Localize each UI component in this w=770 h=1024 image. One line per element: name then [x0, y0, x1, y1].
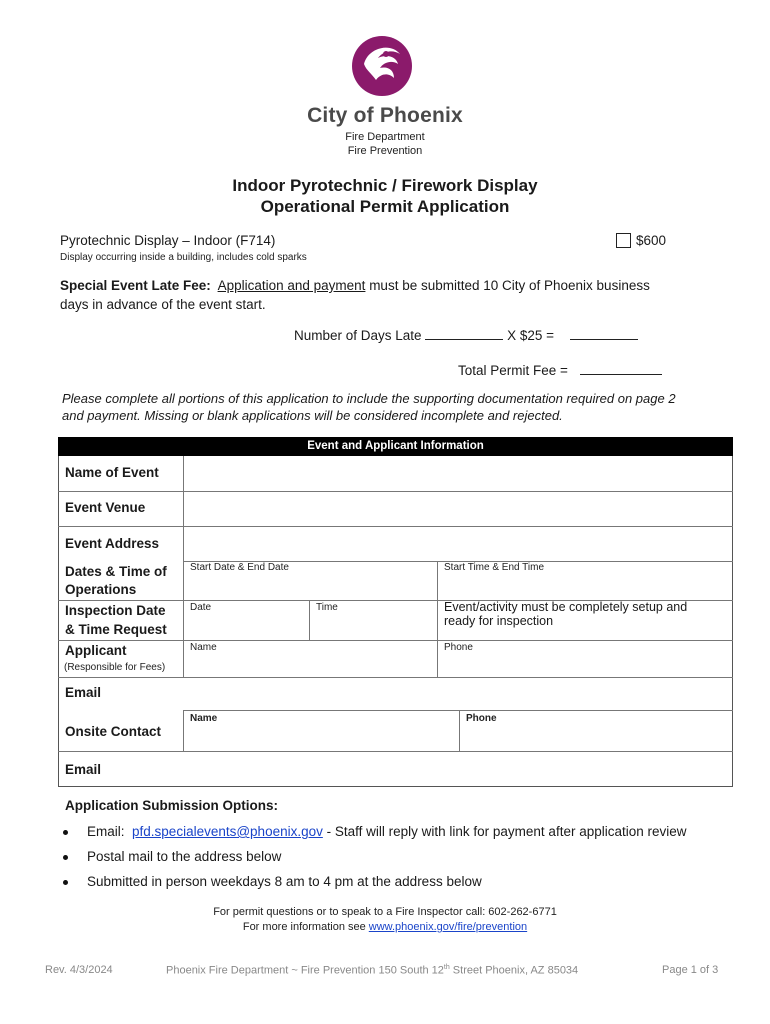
setup-note-line1: Event/activity must be completely setup and [444, 600, 688, 614]
onsite-email-label: Email [65, 762, 102, 777]
days-late-row [294, 328, 638, 343]
applicant-phone-field[interactable] [438, 654, 732, 676]
submission-email-link[interactable]: pfd.specialevents@phoenix.gov [132, 824, 323, 839]
inspection-label-2: & Time Request [65, 622, 167, 637]
applicant-name-label: Name [190, 642, 217, 653]
applicant-name-field[interactable] [184, 654, 436, 676]
applicant-email-field[interactable] [110, 680, 732, 708]
start-end-date-label: Start Date & End Date [190, 562, 289, 573]
late-fee-paragraph [60, 278, 740, 293]
start-end-time-field[interactable] [438, 575, 732, 599]
bullet-icon [63, 880, 68, 885]
org-name: City of Phoenix [307, 104, 463, 127]
submission-email-row [87, 824, 687, 839]
contact-url-link[interactable]: www.phoenix.gov/fire/prevention [368, 921, 528, 933]
inspection-date-label: Date [190, 602, 212, 613]
name-of-event-label: Name of Event [65, 465, 159, 480]
setup-note-line2: ready for inspection [444, 614, 554, 628]
late-fee-text1: must be submitted 10 City of Phoenix business [365, 278, 650, 293]
submission-email-label: Email: [87, 824, 125, 839]
submission-title: Application Submission Options: [65, 798, 279, 813]
applicant-phone-label: Phone [444, 642, 473, 653]
inspection-time-label: Time [316, 602, 338, 613]
footer-address-post: Street Phoenix, AZ 85034 [449, 964, 579, 977]
permit-fee: $600 [636, 233, 667, 248]
page-number: Page 1 of 3 [662, 964, 719, 976]
late-fee-amount-field[interactable] [570, 339, 638, 340]
start-end-date-field[interactable] [184, 575, 436, 599]
footer-address-sup: th [443, 964, 450, 971]
onsite-name-label: Name [190, 713, 218, 724]
dates-label-1: Dates & Time of [65, 564, 167, 579]
contact-more-info-row [0, 921, 770, 933]
bullet-icon [63, 855, 68, 860]
onsite-phone-label: Phone [466, 713, 497, 724]
instructions-line1: Please complete all portions of this application to include the supporting documentation required on page 2 [62, 391, 676, 406]
footer-address-pre: Phoenix Fire Department ~ Fire Prevention 150 South 12 [166, 964, 444, 977]
submission-email-note: - Staff will reply with link for payment after application review [322, 824, 687, 839]
instructions-line2: and payment. Missing or blank applications will be considered incomplete and rejected. [62, 408, 563, 423]
revision-date: Rev. 4/3/2024 [45, 964, 113, 976]
inspection-label-1: Inspection Date [65, 603, 166, 618]
days-late-label: Number of Days Late [294, 328, 422, 343]
division: Fire Prevention [347, 145, 423, 157]
name-of-event-field[interactable] [184, 457, 732, 490]
table-header: Event and Applicant Information [58, 437, 733, 456]
submission-postal: Postal mail to the address below [87, 849, 282, 864]
applicant-note: (Responsible for Fees) [64, 662, 166, 673]
event-venue-label: Event Venue [65, 500, 146, 515]
start-end-time-label: Start Time & End Time [444, 562, 545, 573]
form-title-line2: Operational Permit Application [260, 197, 510, 216]
late-fee-underlined: Application and payment [217, 278, 366, 293]
permit-description: Display occurring inside a building, includes cold sparks [60, 252, 307, 263]
permit-name: Pyrotechnic Display – Indoor (F714) [60, 233, 276, 248]
total-fee-row [458, 363, 662, 378]
event-venue-field[interactable] [184, 492, 732, 525]
form-title-line1: Indoor Pyrotechnic / Firework Display [232, 176, 538, 195]
footer-address [166, 964, 578, 977]
permit-checkbox[interactable] [616, 233, 631, 248]
late-fee-text2: days in advance of the event start. [60, 297, 266, 312]
total-fee-field[interactable] [580, 374, 662, 375]
applicant-email-label: Email [65, 685, 102, 700]
days-late-field[interactable] [425, 339, 503, 340]
contact-more-info: For more information see [242, 921, 369, 933]
onsite-email-field[interactable] [110, 755, 732, 785]
applicant-label: Applicant [65, 643, 127, 658]
dates-label-2: Operations [65, 582, 137, 597]
contact-questions: For permit questions or to speak to a Fire Inspector call: 602-262-6771 [213, 906, 557, 918]
inspection-date-field[interactable] [184, 614, 308, 639]
total-fee-label: Total Permit Fee = [458, 363, 568, 378]
event-address-label: Event Address [65, 536, 160, 551]
department: Fire Department [345, 131, 425, 143]
onsite-phone-field[interactable] [460, 725, 732, 750]
phoenix-bird-logo-icon [350, 34, 414, 98]
onsite-name-field[interactable] [184, 725, 458, 750]
late-fee-label: Special Event Late Fee: [60, 278, 211, 293]
event-address-field[interactable] [184, 527, 732, 560]
multiplier-label: X $25 = [507, 328, 555, 343]
bullet-icon [63, 830, 68, 835]
inspection-time-field[interactable] [310, 614, 436, 639]
submission-in-person: Submitted in person weekdays 8 am to 4 pm at the address below [87, 874, 482, 889]
setup-note [444, 600, 687, 628]
onsite-contact-label: Onsite Contact [65, 724, 162, 739]
